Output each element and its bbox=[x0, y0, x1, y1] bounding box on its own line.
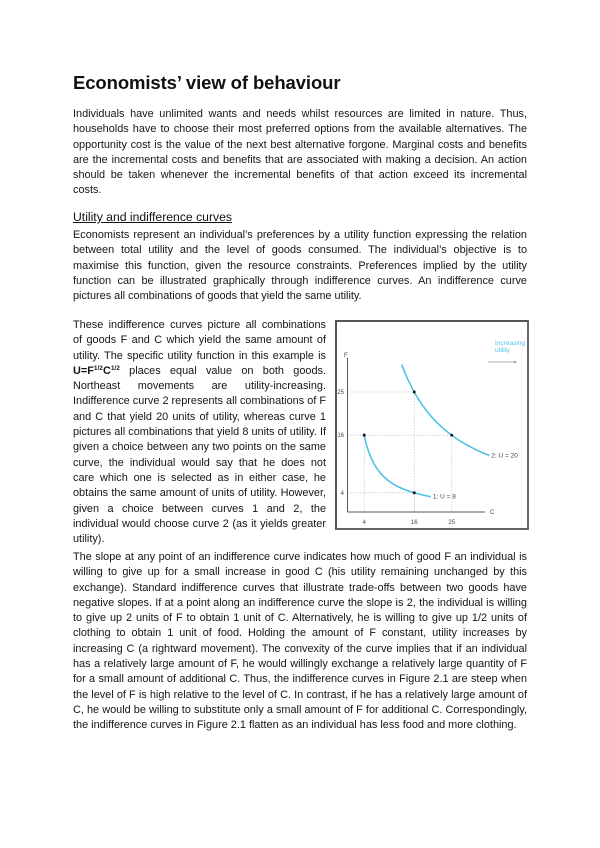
curves bbox=[364, 364, 490, 496]
page-title: Economists’ view of behaviour bbox=[73, 72, 341, 93]
formula-base-2: C bbox=[102, 364, 111, 377]
curve-point bbox=[450, 434, 453, 437]
indifference-curve-1 bbox=[364, 433, 431, 496]
arrow-head-icon bbox=[514, 361, 517, 364]
section-heading: Utility and indifference curves bbox=[73, 210, 232, 224]
curve-point bbox=[363, 434, 366, 437]
curve-point bbox=[413, 492, 416, 495]
increasing-utility-label-2: utility bbox=[495, 347, 510, 354]
side-text-before: These indifference curves picture all combinations of goods F and C which yield the same amount of utility. The specific utility function in this example is bbox=[73, 319, 326, 362]
formula-exponent-1: 1/2 bbox=[93, 364, 103, 372]
x-tick-label: 25 bbox=[448, 520, 456, 526]
y-tick-label: 16 bbox=[337, 433, 344, 440]
section-paragraph: Economists represent an individual’s preferences by a utility function expressing the relation between total utility and the level of goods consumed. The individual’s objective is to maximise this function, given the resource constraints. Preferences implied by the utility function can be illustrated graphically through indifference curves. An indifference curve pictures all combinations of goods that yield the same utility. bbox=[73, 229, 527, 303]
y-tick-label: 4 bbox=[340, 490, 344, 497]
indifference-curve-figure bbox=[335, 320, 529, 530]
y-axis-label: F bbox=[344, 353, 348, 359]
side-text-after: places equal value on both goods. Northeast movements are utility-increasing. Indifference curve 2 represents all combinations of F and C that yield 20 units of utility, whereas curve 1 pictures all combinations that yield 8 units of utility. If given a choice between any two points on the same curve, the individual would say that he does not care which one is selected as in either case, he obtains the same amount of units of utility. However, given a choice between curves 1 and 2, the individual would choose curve 2 (as it yields greater utility). bbox=[73, 364, 326, 546]
x-tick-label: 16 bbox=[410, 520, 418, 526]
curve-point bbox=[413, 391, 416, 394]
x-axis-label: C bbox=[490, 510, 495, 516]
y-tick-label: 25 bbox=[337, 390, 344, 396]
curve-label-2: 2: U = 20 bbox=[491, 452, 518, 460]
increasing-utility-label: Increasing bbox=[495, 340, 525, 347]
marked-points bbox=[363, 391, 453, 494]
curve-label-1: 1: U = 8 bbox=[432, 493, 456, 501]
indifference-curve-2 bbox=[402, 364, 490, 455]
x-tick-label: 4 bbox=[362, 520, 366, 526]
intro-paragraph: Individuals have unlimited wants and needs whilst resources are limited in nature. Thus, households have to choose their most preferred options from the available alternatives. The opportunity cost is the value of the next best alternative forgone. Marginal costs and benefits are the incremental costs and benefits that are associated with making a decision. An action should be taken whenever the incremental benefits of that action exceed its incremental costs. bbox=[73, 108, 527, 197]
final-paragraph: The slope at any point of an indifference curve indicates how much of good F an individual is willing to give up for a small increase in good C (his utility remaining unchanged by this exchange). Standard indifference curves that illustrate trade-offs between two goods have negative slopes. If at a point along an indifference curve the slope is 2, the individual is willing to give up 2 units of F to obtain 1 unit of C. Alternatively, he is willing to give up 1/2 units of clothing to obtain 1 unit of food. Holding the amount of F constant, utility increases by increasing C (a rightward movement). The convexity of the curve implies that if an individual has a relatively large amount of F, he would willingly exchange a relatively large quantity of F for a small amount of additional C. Thus, the indifference curves in Figure 2.1 are steep when the level of F is high relative to the level of C. In contrast, if he has a relatively large amount of C, he would be willing to substitute only a small amount of F for additional C. Correspondingly, the indifference curves in Figure 2.1 flatten as an individual has less food and more clothing. bbox=[73, 551, 527, 732]
chart-labels bbox=[337, 340, 525, 526]
axes bbox=[348, 358, 486, 512]
formula-base-1: U=F bbox=[73, 364, 94, 377]
formula-exponent-2: 1/2 bbox=[110, 364, 120, 372]
